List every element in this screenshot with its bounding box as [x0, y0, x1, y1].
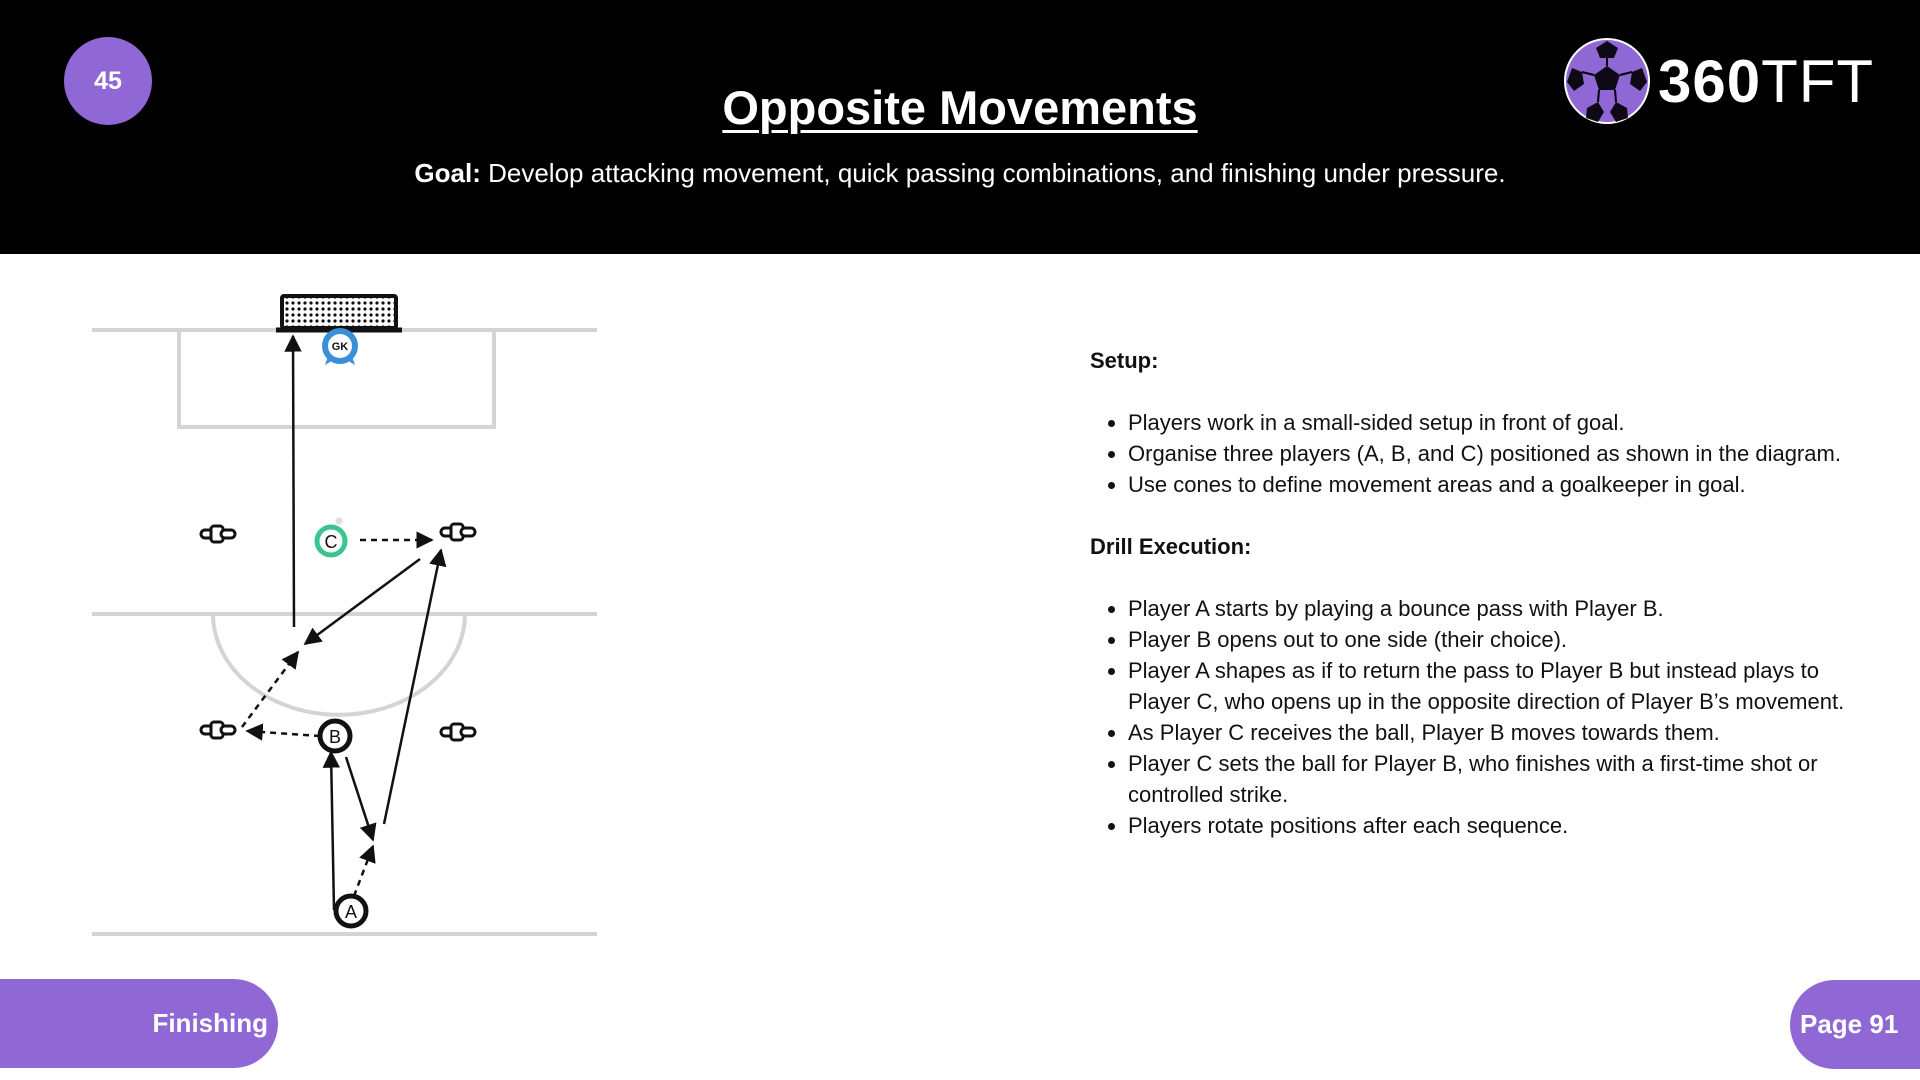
player-b-label: B [328, 727, 342, 747]
soccer-ball-icon [1562, 36, 1652, 126]
header [0, 0, 1920, 254]
drill-description [1090, 345, 1880, 872]
brand-name [1658, 47, 1874, 116]
goalkeeper-label: GK [331, 341, 349, 353]
list-item: Player A starts by playing a bounce pass with Player B. [1090, 593, 1880, 624]
pass-arrows [242, 540, 432, 896]
list-item: Player A shapes as if to return the pass to Player B but instead plays to Player C, who opens up in the opposite direction of Player B’s movement. [1090, 655, 1880, 717]
list-item: Player C sets the ball for Player B, who finishes with a first-time shot or controlled strike. [1090, 748, 1880, 810]
brand-name-bold: 360 [1658, 47, 1762, 115]
cone-marker [441, 724, 475, 740]
brand-name-rest: TFT [1761, 47, 1875, 115]
goalkeeper-marker [325, 331, 355, 365]
goal-label: Goal: [414, 158, 481, 188]
list-item: As Player C receives the ball, Player B moves towards them. [1090, 717, 1880, 748]
list-item: Organise three players (A, B, and C) positioned as shown in the diagram. [1090, 438, 1880, 469]
cone-marker [441, 524, 475, 540]
player-a-marker [336, 896, 366, 926]
execution-heading: Drill Execution: [1090, 534, 1252, 559]
player-c-label: C [324, 532, 338, 552]
goal-net [276, 296, 402, 330]
page-title: Opposite Movements [722, 81, 1198, 134]
list-item: Players rotate positions after each sequence. [1090, 810, 1880, 841]
player-a-label: A [344, 902, 358, 922]
pitch-lines [92, 330, 597, 934]
cone-marker [201, 526, 235, 542]
drill-diagram [80, 282, 610, 942]
movement-arrows [293, 336, 441, 910]
category-tab [0, 979, 278, 1068]
goal-text: Develop attacking movement, quick passing combinations, and finishing under pressure. [480, 158, 1506, 188]
cone-marker [201, 722, 235, 738]
goal-line [0, 158, 1920, 189]
list-item: Players work in a small-sided setup in front of goal. [1090, 407, 1880, 438]
player-b-marker [320, 721, 350, 751]
list-item: Use cones to define movement areas and a goalkeeper in goal. [1090, 469, 1880, 500]
player-c-marker [317, 518, 345, 556]
category-label: Finishing [152, 1008, 268, 1038]
page-number-tab: Page 91 [1790, 980, 1920, 1069]
drill-number-badge: 45 [64, 37, 152, 125]
setup-list [1090, 407, 1880, 500]
list-item: Player B opens out to one side (their choice). [1090, 624, 1880, 655]
execution-list [1090, 593, 1880, 841]
setup-heading: Setup: [1090, 348, 1159, 373]
brand-logo [1562, 36, 1874, 126]
